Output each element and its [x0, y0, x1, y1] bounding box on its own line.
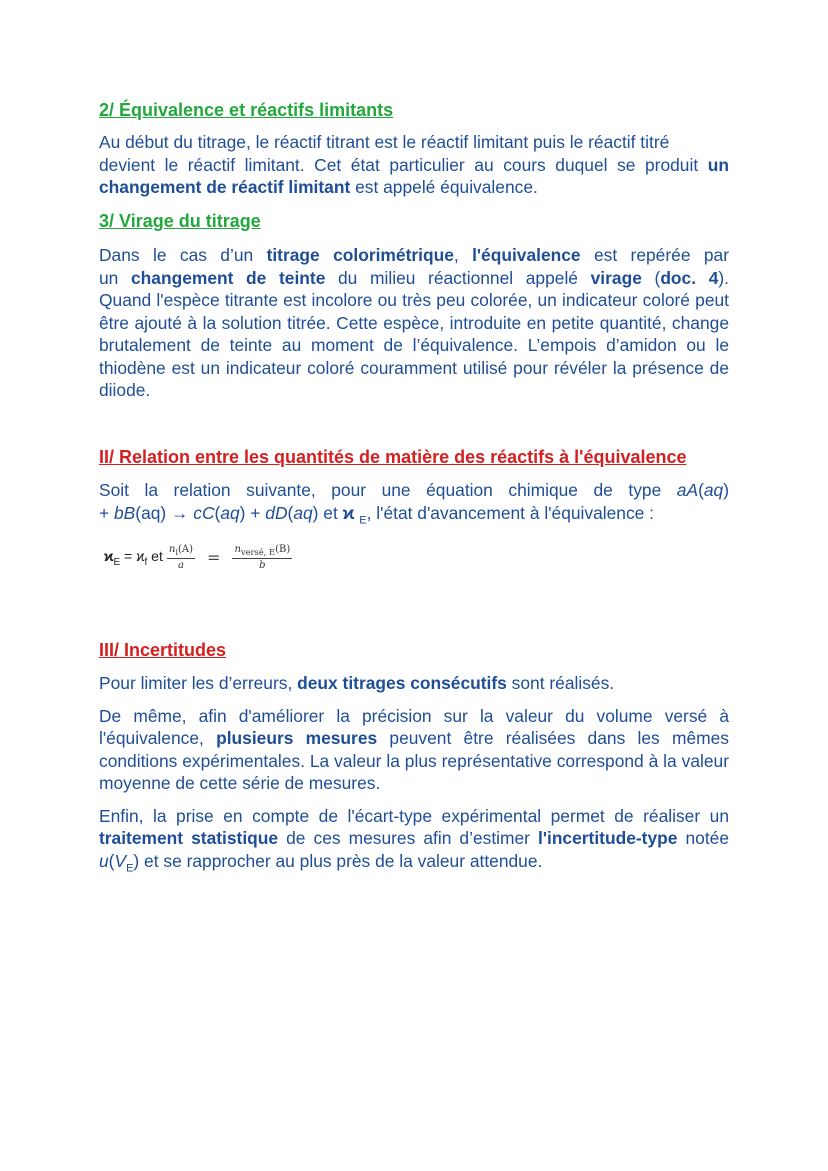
section2-text	[99, 131, 729, 199]
sectionIII-paragraph3: Enfin, la prise en compte de l'écart-type expérimental permet de réaliser un traitement statistique de ces mesures afin d’estimer l'incertitude-type notée $u(V_E)$ et se rapprocher au plus près de la valeur attendue.	[99, 805, 729, 874]
sectionII-line2: + bB(aq) → cC(aq) + dD(aq) et ϰ $_E$, l'état d'avancement à l'équivalence :	[99, 502, 655, 526]
sectionII-line1: Soit la relation suivante, pour une équation chimique de type aA(aq)	[99, 480, 729, 500]
sectionII-heading: II/ Relation entre les quantités de matière des réactifs à l'équivalence	[99, 447, 687, 467]
equivalence-formula	[104, 544, 296, 571]
section3-paragraph: Quand l'espèce titrante est incolore ou très peu colorée, un indicateur coloré peut être ajouté à la solution titrée. Cette espèce, introduite en petite quantité, change brutalement de teinte au moment de l’équivalence. L’empois d’amidon ou le thiodène est un indicateur coloré couramment utilisé pour révéler la présence de diiode.	[99, 290, 729, 400]
section2-line2: devient le réactif limitant. Cet état particulier au cours duquel se produit un	[99, 154, 729, 175]
fraction-ni-over-a: $\frac{n_i(A)}{a}$	[168, 544, 194, 571]
sectionII-text	[99, 479, 729, 531]
section3-text	[99, 244, 729, 402]
sectionIII-paragraph2: De même, afin d'améliorer la précision sur la valeur du volume versé à l'équivalence, plusieurs mesures peuvent être réalisées dans les mêmes conditions expérimentales. La valeur la plus représentative correspond à la valeur moyenne de cette série de mesures.	[99, 705, 729, 793]
sectionIII-heading: III/ Incertitudes	[99, 640, 227, 660]
formula-left: $ϰ_E = ϰ_f$ et	[104, 547, 163, 568]
equals-sign: =	[207, 548, 221, 567]
section2-heading: 2/ Équivalence et réactifs limitants	[99, 100, 394, 120]
section2-line1: Au début du titrage, le réactif titrant est le réactif limitant puis le réactif titré	[99, 132, 670, 152]
section3-line2: un changement de teinte du milieu réactionnel appelé virage (doc. 4).	[99, 267, 729, 288]
fraction-nverse-over-b: $\frac{n_{versé, E}(B)}{b}$	[234, 544, 291, 571]
section3-heading: 3/ Virage du titrage	[99, 211, 261, 231]
section2-line3: changement de réactif limitant est appelé équivalence.	[99, 177, 538, 197]
section3-line1: Dans le cas d’un titrage colorimétrique, l'équivalence est repérée par	[99, 245, 729, 265]
sectionIII-text	[99, 672, 729, 879]
sectionIII-paragraph1: Pour limiter les d’erreurs, deux titrages consécutifs sont réalisés.	[99, 673, 615, 693]
